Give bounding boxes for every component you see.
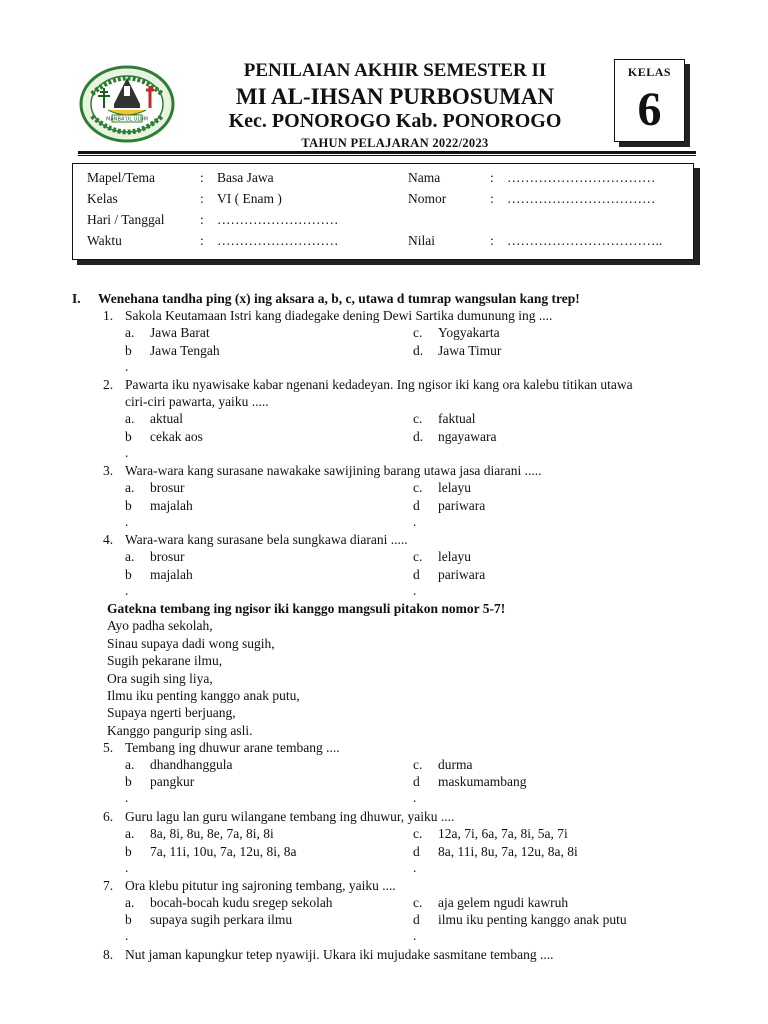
question-text: Nut jaman kapungkur tetep nyawiji. Ukara iki mujudake sasmitane tembang ....	[125, 947, 554, 962]
colon: :	[200, 191, 204, 206]
info-row-waktu	[73, 233, 693, 253]
colon: :	[490, 233, 494, 248]
school-emblem-icon	[78, 64, 176, 144]
nomor-label: Nomor	[408, 191, 447, 206]
stray-dot: .	[413, 860, 417, 875]
option-text: Yogyakarta	[438, 325, 500, 340]
option-text: 7a, 11i, 10u, 7a, 12u, 8i, 8a	[150, 844, 297, 859]
poem-line: Sugih pekarane ilmu,	[107, 653, 223, 668]
option-letter[interactable]: a.	[125, 895, 135, 910]
poem-instruction: Gatekna tembang ing ngisor iki kanggo mangsuli pitakon nomor 5-7!	[107, 601, 506, 616]
option-text: pariwara	[438, 498, 486, 513]
option-text: dhandhanggula	[150, 757, 233, 772]
poem-line: Kanggo pangurip sing asli.	[107, 723, 253, 738]
kelas-label: KELAS	[627, 65, 672, 79]
option-text: ilmu iku penting kanggo anak putu	[438, 912, 627, 927]
question-number: 4.	[103, 532, 114, 547]
question-text: Sakola Keutamaan Istri kang diadegake dening Dewi Sartika dumunung ing ....	[125, 308, 553, 323]
colon: :	[200, 233, 204, 248]
stray-dot: .	[413, 583, 417, 598]
kelas-info-value: VI ( Enam )	[217, 191, 282, 206]
option-text: brosur	[150, 549, 185, 564]
nama-value: ……………………………	[507, 170, 656, 185]
info-row-kelas	[73, 191, 693, 211]
kelas-number: 6	[637, 83, 662, 136]
info-row-mapel	[73, 170, 693, 190]
option-letter[interactable]: d	[413, 844, 420, 859]
option-letter[interactable]: a.	[125, 549, 135, 564]
option-text: durma	[438, 757, 473, 772]
option-text: 8a, 8i, 8u, 8e, 7a, 8i, 8i	[150, 826, 274, 841]
option-text: majalah	[150, 567, 193, 582]
option-text: supaya sugih perkara ilmu	[150, 912, 293, 927]
stray-dot: .	[125, 514, 129, 529]
option-text: Jawa Timur	[438, 343, 502, 358]
stray-dot: .	[125, 445, 129, 460]
kelas-info-label: Kelas	[87, 191, 118, 206]
option-text: bocah-bocah kudu sregep sekolah	[150, 895, 333, 910]
option-text: 12a, 7i, 6a, 7a, 8i, 5a, 7i	[438, 826, 568, 841]
poem-line: Ayo padha sekolah,	[107, 618, 213, 633]
option-letter[interactable]: a.	[125, 325, 135, 340]
option-letter[interactable]: c.	[413, 480, 423, 495]
question-text: Pawarta iku nyawisake kabar ngenani kedadeyan. Ing ngisor iki kang ora kalebu titikan utawa	[125, 377, 633, 392]
question-text: Ora klebu pitutur ing sajroning tembang, yaiku ....	[125, 878, 396, 893]
option-letter[interactable]: a.	[125, 826, 135, 841]
nama-label: Nama	[408, 170, 441, 185]
question-number: 5.	[103, 740, 114, 755]
svg-text:MANBA'UL ULUM: MANBA'UL ULUM	[106, 116, 148, 123]
question-number: 7.	[103, 878, 114, 893]
option-text: lelayu	[438, 480, 471, 495]
option-letter[interactable]: c.	[413, 895, 423, 910]
academic-year: TAHUN PELAJARAN 2022/2023	[301, 136, 489, 150]
poem-line: Supaya ngerti berjuang,	[107, 705, 236, 720]
nilai-value: ……………………………..	[507, 233, 663, 248]
option-text: ngayawara	[438, 429, 497, 444]
stray-dot: .	[413, 928, 417, 943]
option-text: faktual	[438, 411, 476, 426]
stray-dot: .	[413, 790, 417, 805]
option-text: pariwara	[438, 567, 486, 582]
poem-line: Ilmu iku penting kanggo anak putu,	[107, 688, 300, 703]
question-number: 3.	[103, 463, 114, 478]
stray-dot: .	[125, 860, 129, 875]
question-text: Wara-wara kang surasane bela sungkawa diarani .....	[125, 532, 408, 547]
question-number: 8.	[103, 947, 114, 962]
school-logo	[78, 64, 176, 144]
hari-value: ………………………	[217, 212, 339, 227]
option-letter[interactable]: d	[413, 774, 420, 789]
exam-title: PENILAIAN AKHIR SEMESTER II	[243, 60, 547, 81]
header-rule-thin	[78, 155, 696, 156]
stray-dot: .	[125, 928, 129, 943]
stray-dot: .	[125, 359, 129, 374]
option-text: aja gelem ngudi kawruh	[438, 895, 569, 910]
option-letter[interactable]: c.	[413, 549, 423, 564]
option-letter[interactable]: c.	[413, 411, 423, 426]
option-letter[interactable]: d	[413, 567, 420, 582]
school-name: MI AL-IHSAN PURBOSUMAN	[235, 84, 555, 109]
question-text: Guru lagu lan guru wilangane tembang ing dhuwur, yaiku ....	[125, 809, 455, 824]
option-text: pangkur	[150, 774, 195, 789]
option-text: cekak aos	[150, 429, 203, 444]
option-letter[interactable]: a.	[125, 757, 135, 772]
option-text: lelayu	[438, 549, 471, 564]
section-instruction: Wenehana tandha ping (x) ing aksara a, b, c, utawa d tumrap wangsulan kang trep!	[98, 291, 580, 306]
info-box	[72, 163, 694, 260]
option-letter[interactable]: c.	[413, 757, 423, 772]
waktu-label: Waktu	[87, 233, 122, 248]
question-text: Tembang ing dhuwur arane tembang ....	[125, 740, 340, 755]
stray-dot: .	[125, 583, 129, 598]
stray-dot: .	[125, 790, 129, 805]
header-rule-thick	[78, 151, 696, 154]
colon: :	[200, 212, 204, 227]
question-text: ciri-ciri pawarta, yaiku .....	[125, 394, 269, 409]
option-letter[interactable]: b	[125, 343, 132, 358]
option-letter[interactable]: b	[125, 429, 132, 444]
mapel-value: Basa Jawa	[217, 170, 274, 185]
mapel-label: Mapel/Tema	[87, 170, 156, 185]
question-number: 2.	[103, 377, 114, 392]
option-letter[interactable]: b	[125, 774, 132, 789]
colon: :	[200, 170, 204, 185]
option-text: Jawa Tengah	[150, 343, 220, 358]
option-text: brosur	[150, 480, 185, 495]
section-numeral: I.	[72, 291, 81, 306]
option-letter[interactable]: d	[413, 498, 420, 513]
option-text: maskumambang	[438, 774, 527, 789]
nomor-value: ……………………………	[507, 191, 656, 206]
school-location: Kec. PONOROGO Kab. PONOROGO	[228, 110, 562, 132]
stray-dot: .	[413, 514, 417, 529]
option-letter[interactable]: b	[125, 567, 132, 582]
nilai-label: Nilai	[408, 233, 435, 248]
hari-label: Hari / Tanggal	[87, 212, 165, 227]
poem-line: Ora sugih sing liya,	[107, 671, 213, 686]
colon: :	[490, 170, 494, 185]
option-letter[interactable]: c.	[413, 826, 423, 841]
option-letter[interactable]: c.	[413, 325, 423, 340]
question-number: 6.	[103, 809, 114, 824]
option-letter[interactable]: a.	[125, 480, 135, 495]
option-letter[interactable]: b	[125, 498, 132, 513]
option-text: Jawa Barat	[150, 325, 210, 340]
option-text: majalah	[150, 498, 193, 513]
option-letter[interactable]: d.	[413, 429, 424, 444]
question-text: Wara-wara kang surasane nawakake sawijining barang utawa jasa diarani .....	[125, 463, 542, 478]
question-number: 1.	[103, 308, 114, 323]
option-text: 8a, 11i, 8u, 7a, 12u, 8a, 8i	[438, 844, 578, 859]
colon: :	[490, 191, 494, 206]
option-letter[interactable]: b	[125, 844, 132, 859]
option-text: aktual	[150, 411, 183, 426]
kelas-box	[614, 59, 685, 142]
waktu-value: ………………………	[217, 233, 339, 248]
option-letter[interactable]: b	[125, 912, 132, 927]
option-letter[interactable]: d	[413, 912, 420, 927]
option-letter[interactable]: a.	[125, 411, 135, 426]
poem-line: Sinau supaya dadi wong sugih,	[107, 636, 275, 651]
option-letter[interactable]: d.	[413, 343, 424, 358]
info-row-hari	[73, 212, 693, 232]
